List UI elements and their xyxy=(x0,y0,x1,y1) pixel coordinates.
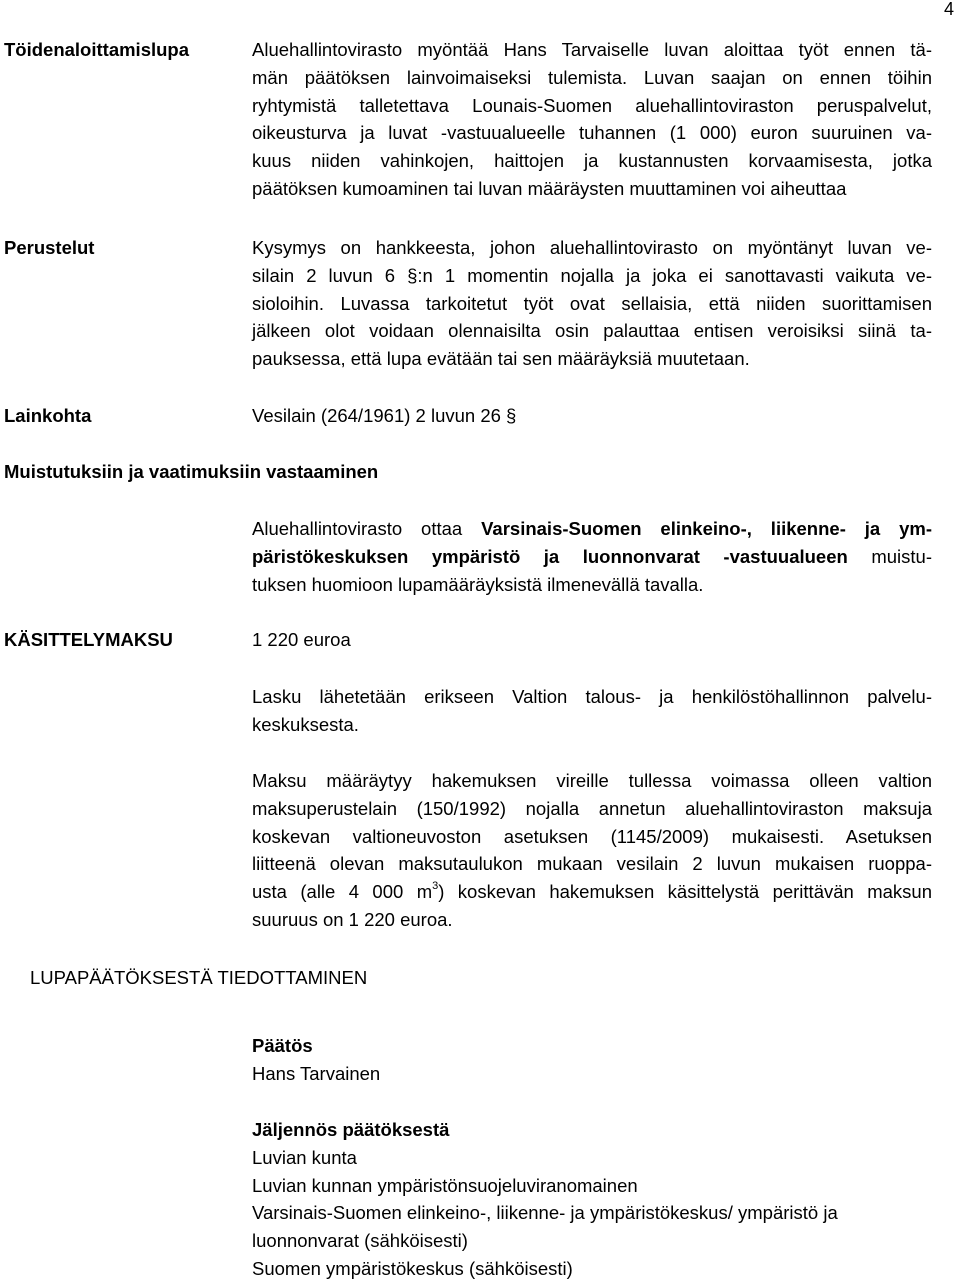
muistutukset-paragraph xyxy=(252,515,932,598)
text-line: tuksen huomioon lupamääräyksistä ilmenevällä tavalla. xyxy=(252,573,704,595)
superscript: 3 xyxy=(432,880,439,893)
text-line xyxy=(252,878,932,906)
text-line: oikeusturva ja luvat -vastuualueelle tuhannen (1 000) euron suuruinen va- xyxy=(252,122,932,144)
text-line: sioloihin. Luvassa tarkoitetut työt ovat sellaisia, että niiden suorittamisen xyxy=(252,292,932,314)
text-line: keskuksesta. xyxy=(252,713,359,735)
jaljennos-recipient: Luvian kunnan ympäristönsuojeluviranomainen xyxy=(252,1174,638,1196)
text-run: usta (alle 4 000 m xyxy=(252,881,433,903)
heading-tiedottaminen: LUPAPÄÄTÖKSESTÄ TIEDOTTAMINEN xyxy=(30,967,368,988)
maksu-paragraph xyxy=(252,767,932,934)
text-line: Aluehallintovirasto myöntää Hans Tarvaiselle luvan aloittaa työt ennen tä- xyxy=(252,39,932,60)
jaljennos-recipient: Suomen ympäristökeskus (sähköisesti) xyxy=(252,1257,573,1279)
toidenaloittamislupa-paragraph xyxy=(252,36,932,203)
jaljennos-recipient: luonnonvarat (sähköisesti) xyxy=(252,1230,468,1252)
bold-text-run: Varsinais-Suomen elinkeino-, liikenne- ja ym- xyxy=(481,518,932,539)
text-line: kuus niiden vahinkojen, haittojen ja kustannusten korvaamisesta, jotka xyxy=(252,150,932,172)
text-line: silain 2 luvun 6 §:n 1 momentin nojalla ja joka ei sanottavasti vaikuta ve- xyxy=(252,264,932,286)
kasittelymaksu-amount xyxy=(252,626,932,654)
paatos-recipient: Hans Tarvainen xyxy=(252,1062,381,1084)
heading-muistutukset: Muistutuksiin ja vaatimuksiin vastaaminen xyxy=(4,461,379,482)
text-line: jälkeen olot voidaan olennaisilta osin palauttaa entisen veroisiksi siinä ta- xyxy=(252,320,932,342)
heading-perustelut: Perustelut xyxy=(4,237,95,258)
text-line: maksuperustelain (150/1992) nojalla annetun aluehallintoviraston maksuja xyxy=(252,797,932,819)
text-line: ryhtymistä talletettava Lounais-Suomen aluehallintoviraston peruspalvelut, xyxy=(252,94,932,116)
heading-lainkohta: Lainkohta xyxy=(4,405,92,426)
text-line: Lasku lähetetään erikseen Valtion talous- ja henkilöstöhallinnon palvelu- xyxy=(252,686,932,707)
heading-kasittelymaksu: KÄSITTELYMAKSU xyxy=(4,629,173,650)
jaljennos-label: Jäljennös päätöksestä xyxy=(252,1119,450,1140)
perustelut-paragraph xyxy=(252,234,932,373)
text-line: koskevan valtioneuvoston asetuksen (1145/2009) mukaisesti. Asetuksen xyxy=(252,825,932,847)
jaljennos-block xyxy=(252,1116,942,1283)
text-line: Maksu määräytyy hakemuksen vireille tullessa voimassa olleen valtion xyxy=(252,770,932,791)
paatos-label: Päätös xyxy=(252,1035,313,1056)
page-number: 4 xyxy=(943,0,954,19)
jaljennos-recipient: Varsinais-Suomen elinkeino-, liikenne- ja ympäristökeskus/ ympäristö ja xyxy=(252,1202,838,1224)
lainkohta-text xyxy=(252,402,932,430)
text-run: ) koskevan hakemuksen käsittelystä perittävän maksun xyxy=(438,881,932,903)
text-line xyxy=(252,515,932,543)
text-line: suuruus on 1 220 euroa. xyxy=(252,908,453,930)
text-run: Aluehallintovirasto ottaa xyxy=(252,518,482,539)
text-line: liitteenä olevan maksutaulukon mukaan vesilain 2 luvun mukaisen ruoppa- xyxy=(252,853,932,875)
text-line xyxy=(252,543,932,571)
text-line: 1 220 euroa xyxy=(252,629,351,650)
text-run: muistu- xyxy=(847,545,932,567)
text-line: män päätöksen lainvoimaiseksi tulemista. Luvan saajan on ennen töihin xyxy=(252,66,932,88)
text-line: Vesilain (264/1961) 2 luvun 26 § xyxy=(252,405,517,426)
lasku-paragraph xyxy=(252,683,932,739)
paatos-block xyxy=(252,1032,942,1088)
bold-text-run: päristökeskuksen ympäristö ja luonnonvarat -vastuualueen xyxy=(252,545,848,567)
heading-toidenaloittamislupa: Töidenaloittamislupa xyxy=(4,39,190,60)
jaljennos-recipient: Luvian kunta xyxy=(252,1146,357,1168)
text-line: pauksessa, että lupa evätään tai sen määräyksiä muutetaan. xyxy=(252,348,750,370)
text-line: Kysymys on hankkeesta, johon aluehallintovirasto on myöntänyt luvan ve- xyxy=(252,237,932,258)
text-line: päätöksen kumoaminen tai luvan määräysten muuttaminen voi aiheuttaa xyxy=(252,177,847,199)
